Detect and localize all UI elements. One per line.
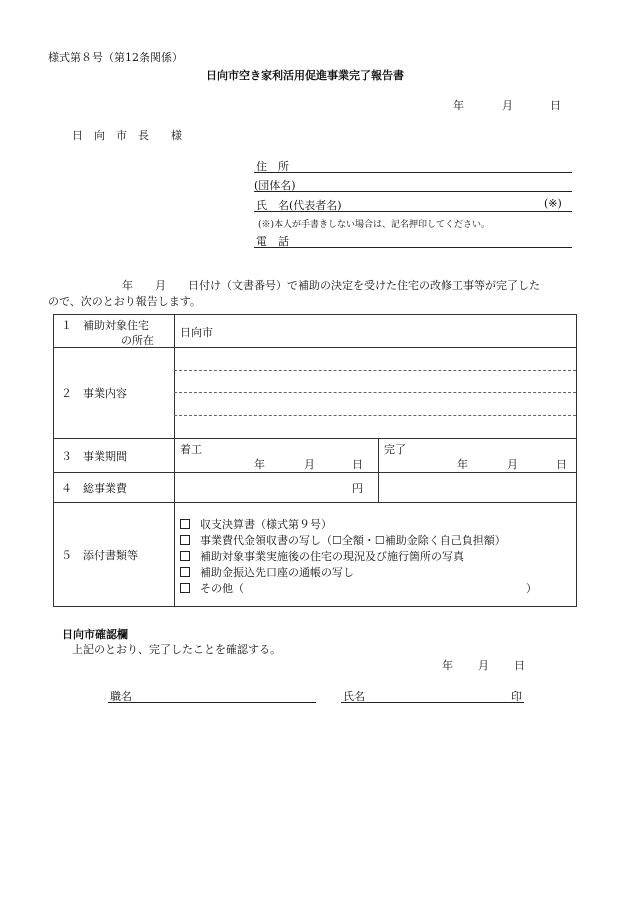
confirm-name-label: 氏名 [343, 690, 365, 703]
start-year: 年 [254, 458, 265, 471]
checkbox[interactable] [180, 567, 190, 577]
row1-value: 日向市 [180, 326, 213, 339]
checkbox[interactable] [180, 519, 190, 529]
date-month: 月 [502, 99, 513, 112]
confirm-name-underline [341, 702, 524, 703]
confirm-month: 月 [478, 659, 489, 672]
date-year: 年 [453, 99, 464, 112]
row4-label: ４ 総事業費 [61, 482, 127, 495]
row1-label-sub: の所在 [121, 334, 154, 347]
end-month: 月 [507, 458, 518, 471]
table-row-divider [54, 438, 576, 439]
confirm-heading: 日向市確認欄 [62, 628, 128, 641]
content-dashed-line [174, 415, 576, 416]
handwriting-note: (※)本人が手書きしない場合は、記名押印してください。 [258, 220, 491, 230]
checkbox[interactable] [180, 583, 190, 593]
row5-label: ５ 添付書類等 [61, 549, 138, 562]
confirm-text: 上記のとおり、完了したことを確認する。 [72, 643, 281, 656]
row3-label: ３ 事業期間 [61, 450, 127, 463]
name-mark: (※) [544, 197, 562, 210]
end-label: 完了 [384, 443, 406, 456]
attachment-item-1[interactable]: 収支決算書（様式第９号） [180, 516, 332, 532]
other-close-paren: ） [526, 582, 537, 595]
date-day: 日 [550, 99, 561, 112]
name-label: 氏 名(代表者名) [256, 199, 342, 212]
row1-label: １ 補助対象住宅 [61, 319, 149, 332]
table-row-divider [54, 472, 576, 473]
end-year: 年 [457, 458, 468, 471]
addressee: 日 向 市 長 様 [72, 129, 182, 142]
checkbox[interactable] [180, 535, 190, 545]
confirm-day: 日 [514, 659, 525, 672]
seal-mark: 印 [511, 690, 522, 703]
start-label: 着工 [180, 443, 202, 456]
address-label: 住 所 [256, 160, 289, 173]
address-underline [254, 172, 572, 173]
content-dashed-line [174, 370, 576, 371]
checkbox[interactable] [180, 551, 190, 561]
attachment-item-4[interactable]: 補助金振込先口座の通帳の写し [180, 564, 354, 580]
attachment-item-3[interactable]: 補助対象事業実施後の住宅の現況及び施行箇所の写真 [180, 548, 464, 564]
content-dashed-line [174, 392, 576, 393]
attachment-item-2[interactable]: 事業費代金領収書の写し（☐全額・☐補助金除く自己負担額） [180, 532, 506, 548]
phone-underline [254, 247, 572, 248]
start-day: 日 [352, 458, 363, 471]
group-label: (団体名) [254, 179, 296, 192]
job-title-underline [108, 702, 316, 703]
body-line-1: 年 月 日付け（文書番号）で補助の決定を受けた住宅の改修工事等が完了した [122, 279, 540, 292]
form-number: 様式第８号（第12条関係） [48, 51, 183, 64]
table-column-divider [378, 438, 379, 502]
report-table [53, 314, 577, 607]
end-day: 日 [556, 458, 567, 471]
group-underline [254, 191, 572, 192]
body-line-2: ので、次のとおり報告します。 [48, 295, 201, 308]
table-row-divider [54, 502, 576, 503]
row2-label: ２ 事業内容 [61, 387, 127, 400]
yen-unit: 円 [352, 482, 363, 495]
attachment-item-5[interactable]: その他（ [180, 580, 244, 596]
phone-label: 電 話 [256, 235, 289, 248]
table-column-divider [174, 315, 175, 606]
confirm-year: 年 [442, 659, 453, 672]
job-title-label: 職名 [110, 690, 132, 703]
start-month: 月 [304, 458, 315, 471]
name-underline [254, 211, 572, 212]
document-title: 日向市空き家利活用促進事業完了報告書 [206, 69, 404, 82]
